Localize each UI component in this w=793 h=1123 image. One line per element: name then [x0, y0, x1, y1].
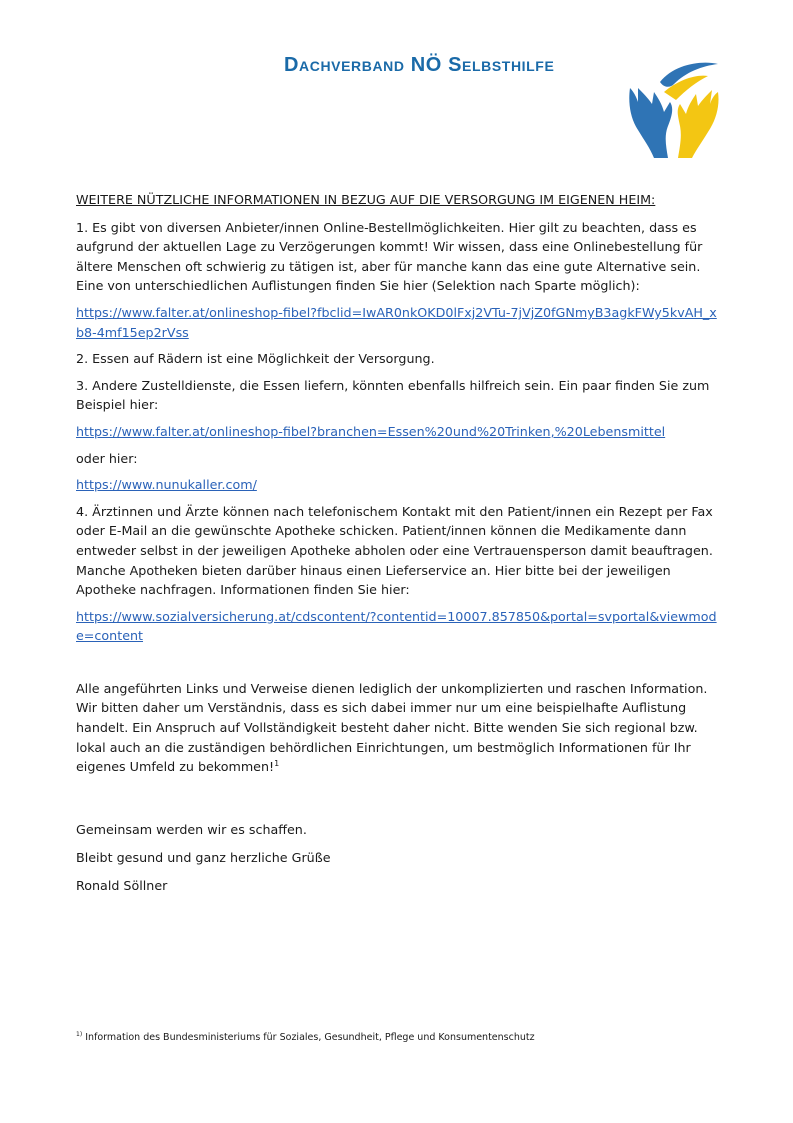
closing-line-2: Bleibt gesund und ganz herzliche Grüße	[76, 849, 331, 865]
helping-hands-logo	[624, 58, 722, 162]
letter-body	[76, 190, 718, 904]
footnote-reference: 1	[274, 759, 280, 769]
footnote-marker: 1)	[76, 1030, 83, 1038]
section-heading: WEITERE NÜTZLICHE INFORMATIONEN IN BEZUG AUF DIE VERSORGUNG IM EIGENEN HEIM:	[76, 192, 656, 207]
sozialversicherung-link[interactable]: https://www.sozialversicherung.at/cdscontent/?contentid=10007.857850&portal=svportal&viewmode=content	[76, 608, 717, 644]
footnote-text: Information des Bundesministeriums für Soziales, Gesundheit, Pflege und Konsumentenschutz	[85, 1032, 535, 1043]
falter-onlineshop-link[interactable]: https://www.falter.at/onlineshop-fibel?fbclid=IwAR0nkOKD0lFxj2VTu-7jVjZ0fGNmyB3agkFWy5kvAH_xb8-4mf15ep2rVss	[76, 304, 717, 340]
item-3-text: 3. Andere Zustelldienste, die Essen liefern, könnten ebenfalls hilfreich sein. Ein paar finden Sie zum Beispiel hier:	[76, 377, 710, 413]
signature: Ronald Söllner	[76, 878, 168, 894]
falter-food-link[interactable]: https://www.falter.at/onlineshop-fibel?branchen=Essen%20und%20Trinken,%20Lebensmittel	[76, 423, 666, 439]
disclaimer-text	[76, 679, 718, 777]
or-here-text: oder hier:	[76, 450, 138, 466]
item-2-text: 2. Essen auf Rädern ist eine Möglichkeit der Versorgung.	[76, 351, 435, 367]
closing-block	[76, 820, 718, 896]
item-1-text: 1. Es gibt von diversen Anbieter/innen Online-Bestellmöglichkeiten. Hier gilt zu beachten, dass es aufgrund der aktuellen Lage zu Verzögerungen kommt! Wir wissen, dass eine Onlinebestellung für ältere Menschen oft schwierig zu tätigen ist, aber für manche kann das eine gute Alternative sein. Eine von unterschiedlichen Auflistungen finden Sie hier (Selektion nach Sparte möglich):	[76, 219, 703, 294]
footnote	[76, 1032, 535, 1044]
organization-title	[284, 54, 554, 77]
disclaimer-body: Alle angeführten Links und Verweise dienen lediglich der unkomplizierten und raschen Information. Wir bitten daher um Verständnis, dass es sich dabei immer nur um eine beispielhafte Auflistung handelt. Ein Anspruch auf Vollständigkeit besteht daher nicht. Bitte wenden Sie sich regional bzw. lokal auch an die zuständigen behördlichen Einrichtungen, um bestmöglich Informationen für Ihr eigenes Umfeld zu bekommen!	[76, 680, 708, 775]
organization-name: Dachverband NÖ Selbsthilfe	[284, 54, 555, 76]
item-4-text: 4. Ärztinnen und Ärzte können nach telefonischem Kontakt mit den Patient/innen ein Rezept per Fax oder E-Mail an die gewünschte Apotheke schicken. Patient/innen können die Medikamente dann entweder selbst in der jeweiligen Apotheke abholen oder eine Vertrauensperson damit beauftragen. Manche Apotheken bieten darüber hinaus einen Lieferservice an. Hier bitte bei der jeweiligen Apotheke nachfragen. Informationen finden Sie hier:	[76, 503, 713, 598]
closing-line-1: Gemeinsam werden wir es schaffen.	[76, 821, 307, 837]
nunukaller-link[interactable]: https://www.nunukaller.com/	[76, 477, 257, 493]
